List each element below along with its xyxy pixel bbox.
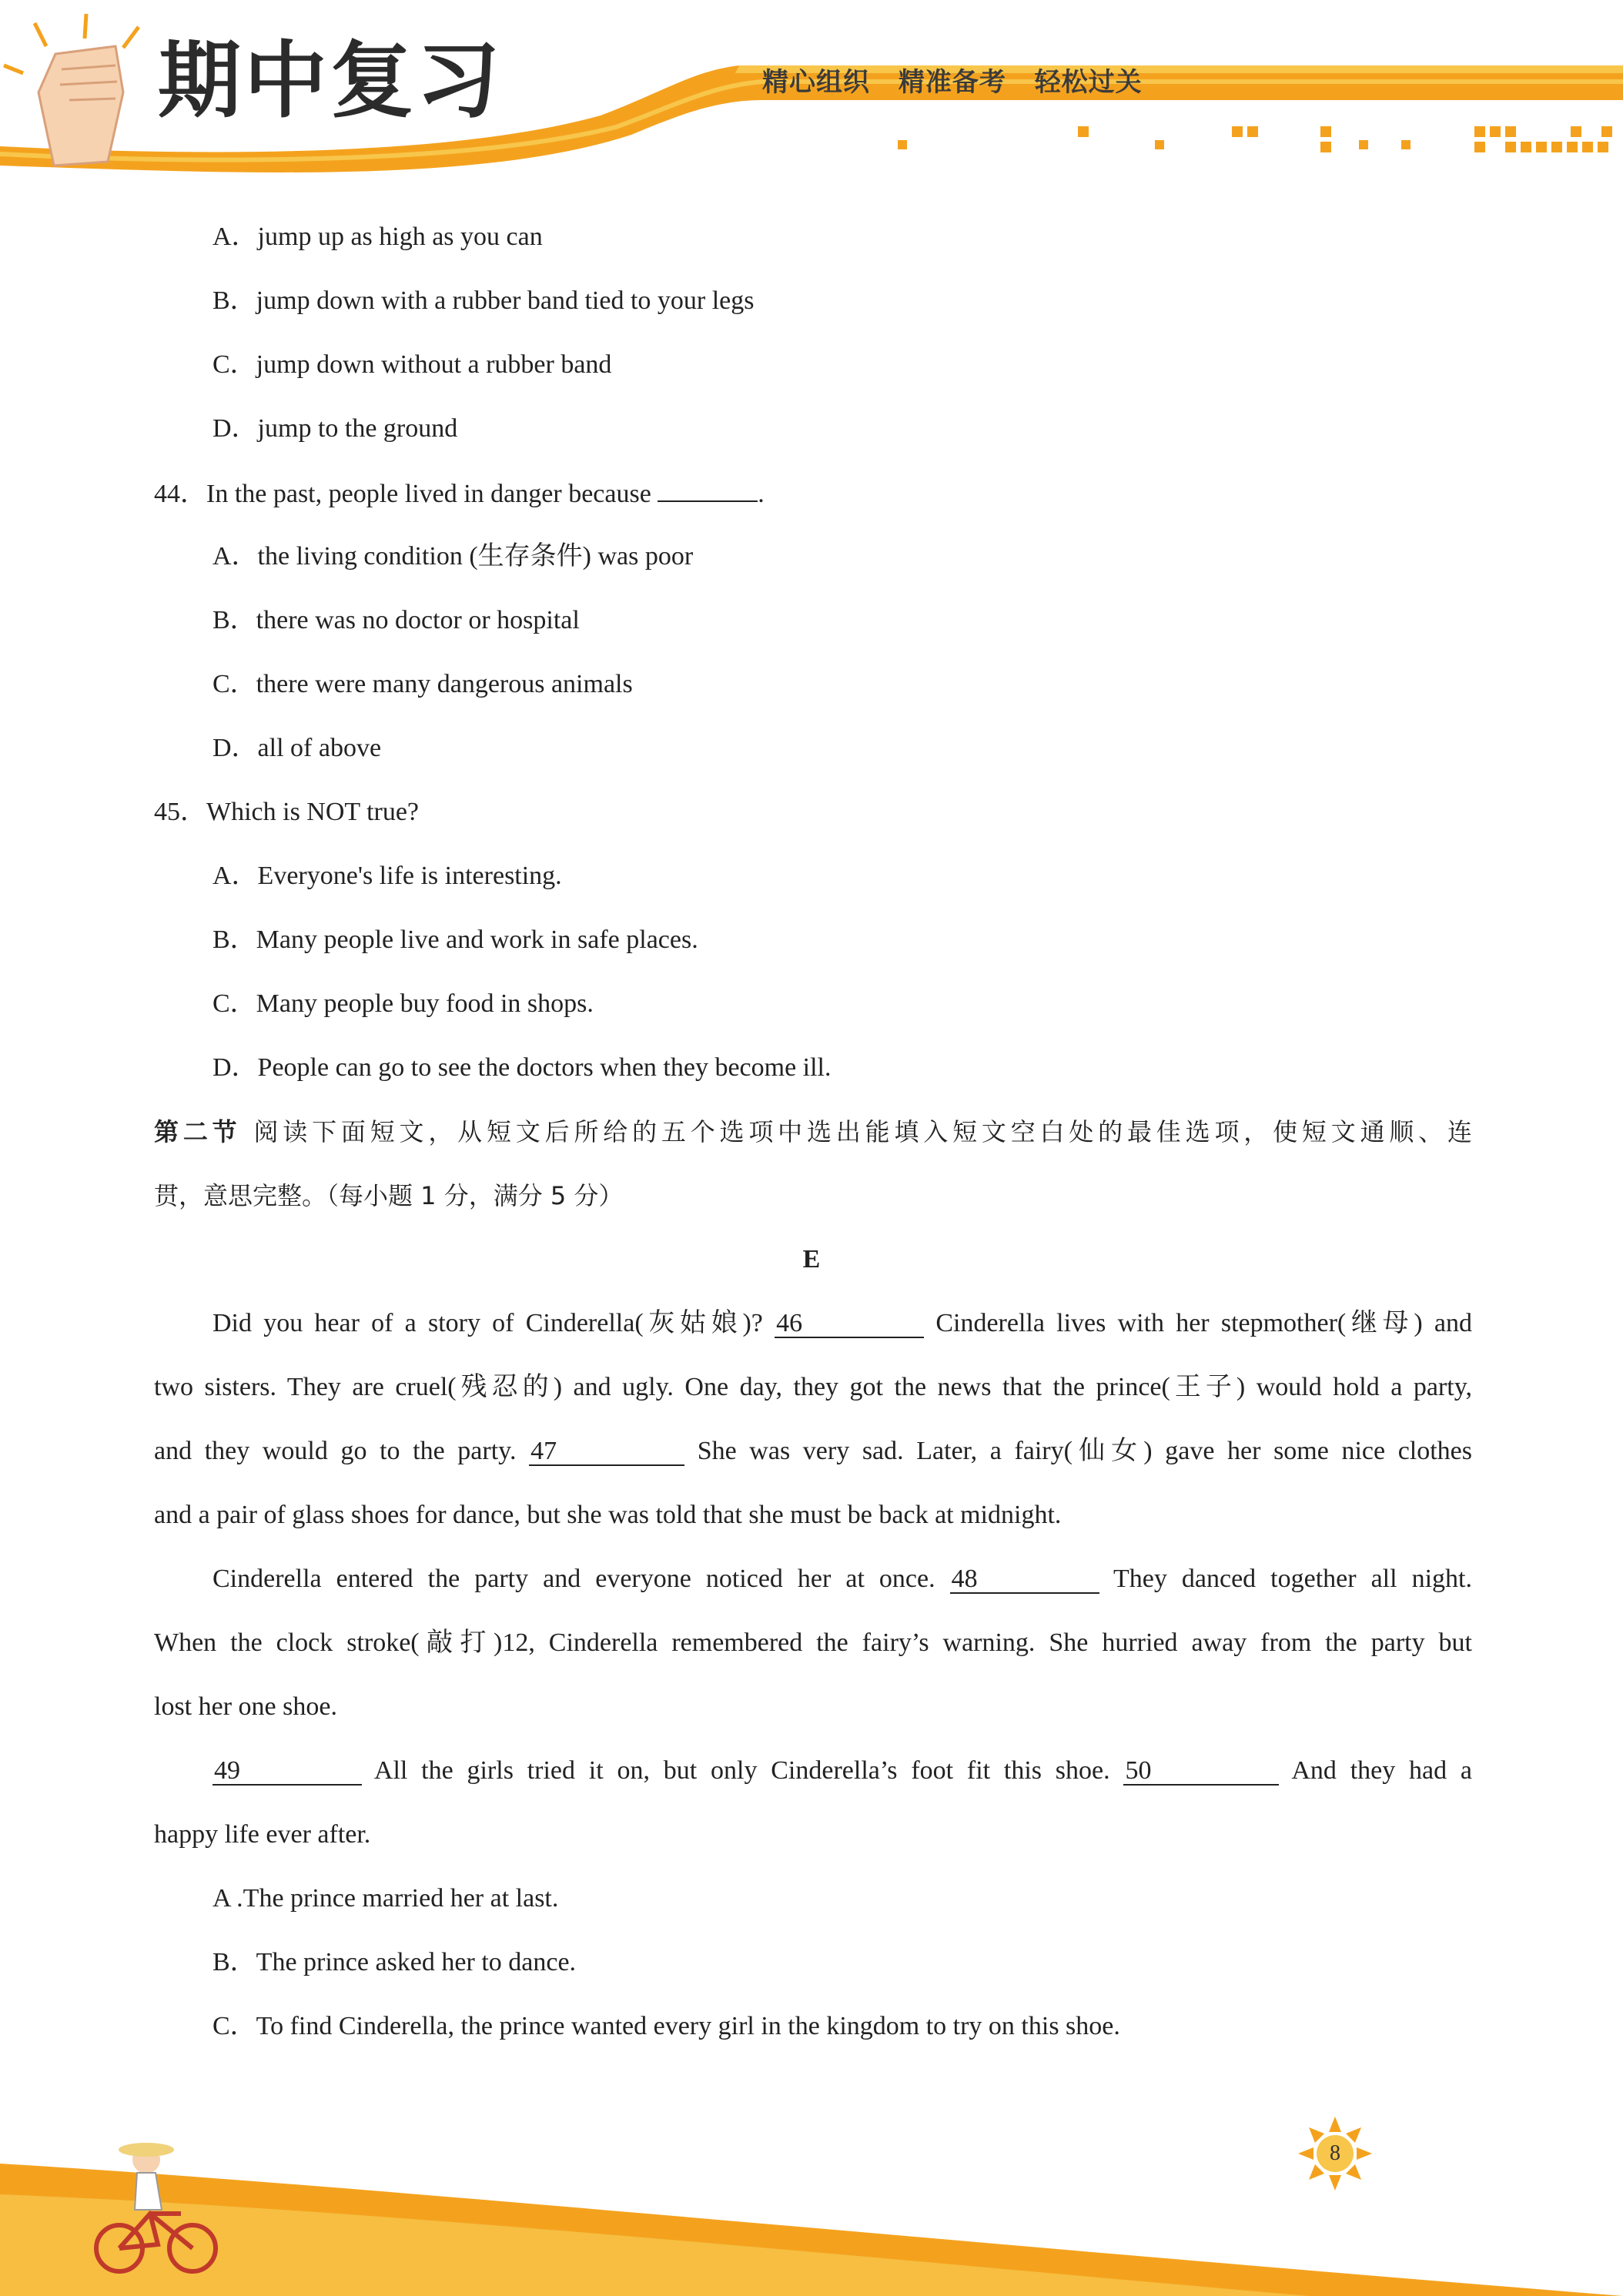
passage-text: All the girls tried it on, but only Cinderella’s foot fit this shoe.: [362, 1756, 1124, 1785]
passage-text: She was very sad. Later, a fairy(仙女) gave her some nice clothes: [684, 1437, 1472, 1465]
passage-line: and a pair of glass shoes for dance, but she was told that she must be back at midnight.: [154, 1501, 1062, 1529]
blank-47: 47: [529, 1438, 684, 1466]
passage-text: Cinderella lives with her stepmother(继母) and: [924, 1309, 1472, 1337]
passage-text: and they would go to the party.: [154, 1437, 530, 1465]
passage-line: When the clock stroke(敲打)12, Cinderella remembered the fairy’s warning. She hurried away from the party but: [154, 1628, 1472, 1657]
q43-option-d: D．jump to the ground: [212, 414, 458, 443]
passage-line: [212, 1564, 1472, 1595]
passage-text: Did you hear of a story of Cinderella(灰姑娘)?: [212, 1309, 775, 1337]
slogan-item: 轻松过关: [1034, 67, 1143, 98]
blank-50: 50: [1123, 1758, 1279, 1786]
q44-option-c: C．there were many dangerous animals: [212, 670, 633, 698]
passage-line: two sisters. They are cruel(残忍的) and ugly. One day, they got the news that the prince(王子) would hold a party,: [154, 1373, 1472, 1401]
q44-option-b: B．there was no doctor or hospital: [212, 606, 580, 634]
passage-line: happy life ever after.: [154, 1820, 371, 1849]
section-instruction-line2: 贯，意思完整。（每小题 1 分，满分 5 分）: [154, 1181, 624, 1210]
q45-option-d: D．People can go to see the doctors when they become ill.: [212, 1053, 832, 1082]
section-instruction-text: 阅读下面短文，从短文后所给的五个选项中选出能填入短文空白处的最佳选项，使短文通顺、连: [241, 1117, 1472, 1146]
q45-stem: 45．Which is NOT true?: [154, 798, 420, 826]
section-instruction: [154, 1116, 1472, 1147]
answer-blank: [658, 477, 758, 502]
passage-line: lost her one shoe.: [154, 1692, 337, 1721]
passage-text: And they had a: [1279, 1756, 1472, 1785]
q44-option-a: A．the living condition (生存条件) was poor: [212, 542, 694, 571]
q43-option-c: C．jump down without a rubber band: [212, 350, 612, 379]
passage-line: [154, 1436, 1472, 1467]
decorative-dots: [898, 126, 1612, 152]
footer-decoration: [0, 2079, 1623, 2296]
passage-text: Cinderella entered the party and everyone noticed her at once.: [212, 1565, 950, 1593]
page-number: 8: [1330, 2141, 1340, 2165]
q45-option-a: A．Everyone's life is interesting.: [212, 862, 562, 890]
header-title: 期中复习: [158, 33, 504, 129]
passage-line: [212, 1755, 1472, 1786]
slogan-item: 精准备考: [898, 67, 1006, 98]
fist-icon: [4, 14, 139, 166]
q44-stem-text: 44．In the past, people lived in danger because: [154, 480, 658, 508]
page-footer: [0, 2079, 1623, 2296]
page-header: [0, 0, 1623, 177]
q44-stem-end: .: [758, 480, 765, 508]
blank-46: 46: [775, 1310, 924, 1338]
q43-option-b: B．jump down with a rubber band tied to your legs: [212, 286, 755, 315]
choice-c: C．To find Cinderella, the prince wanted every girl in the kingdom to try on this shoe.: [212, 2012, 1120, 2040]
passage-line: [212, 1308, 1472, 1339]
passage-text: They danced together all night.: [1099, 1565, 1472, 1593]
section-label: 第二节: [154, 1117, 242, 1146]
choice-b: B．The prince asked her to dance.: [212, 1948, 577, 1976]
blank-49: 49: [212, 1758, 362, 1786]
choice-a: A .The prince married her at last.: [212, 1884, 559, 1913]
header-slogan: [762, 67, 1161, 98]
passage-letter: E: [802, 1245, 821, 1274]
slogan-item: 精心组织: [762, 67, 870, 98]
q44-stem: [154, 477, 765, 510]
blank-48: 48: [950, 1566, 1099, 1594]
q43-option-a: A．jump up as high as you can: [212, 223, 543, 251]
q45-option-b: B．Many people live and work in safe places.: [212, 925, 698, 954]
q45-option-c: C．Many people buy food in shops.: [212, 989, 594, 1018]
q44-option-d: D．all of above: [212, 734, 382, 762]
